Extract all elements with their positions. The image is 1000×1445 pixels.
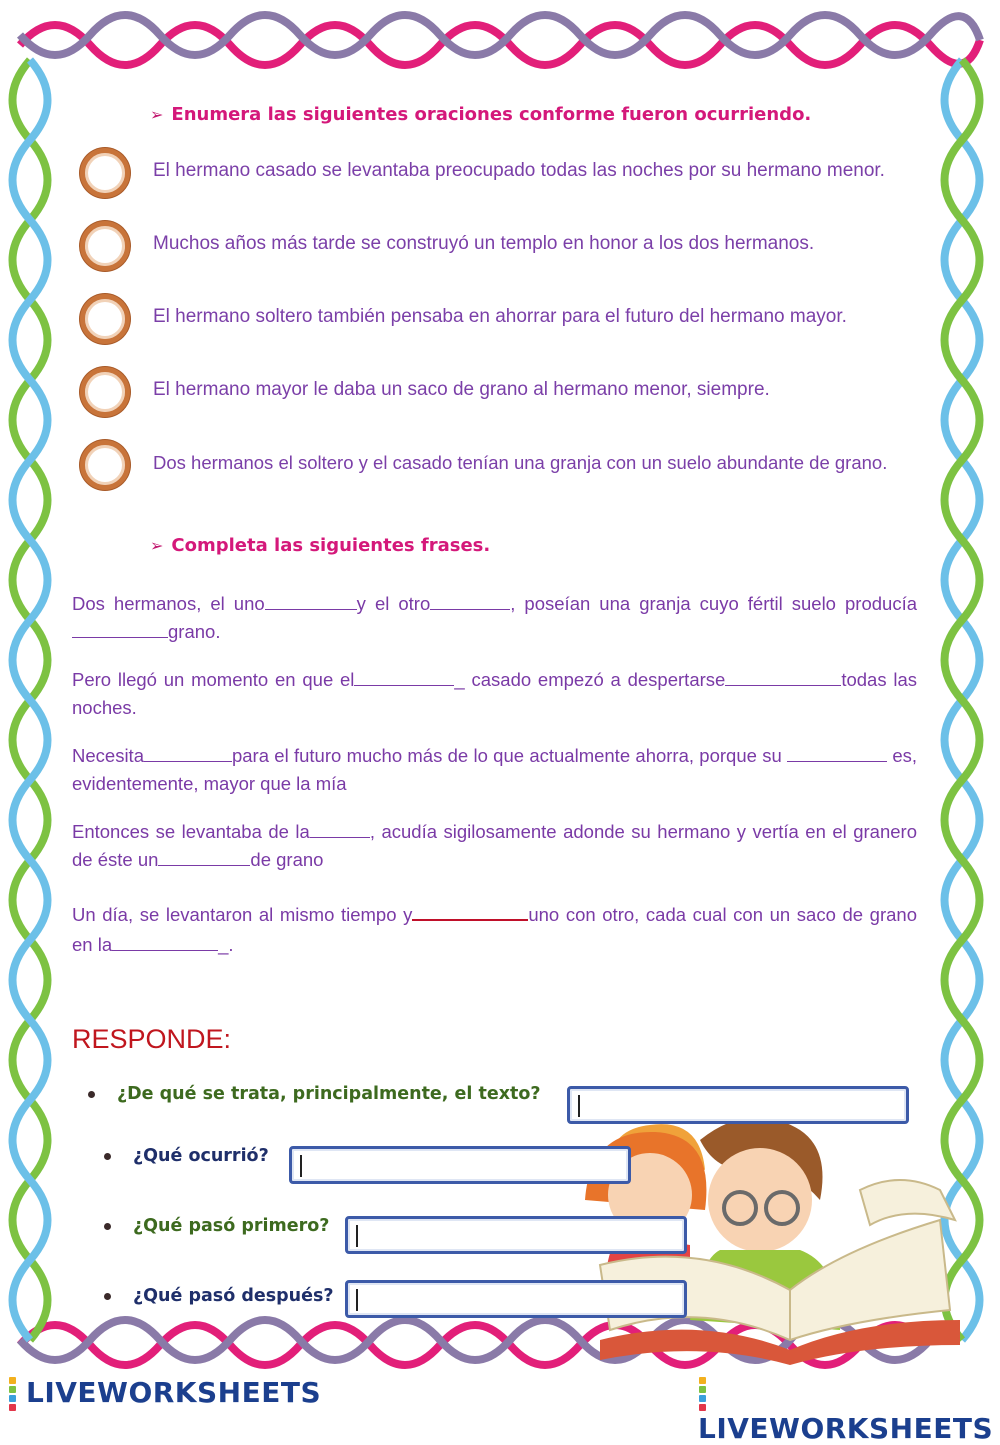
logo-text: LIVEWORKSHEETS	[698, 1412, 994, 1445]
liveworksheets-mark-icon	[698, 1376, 714, 1412]
text: de grano	[250, 849, 324, 870]
blank-input[interactable]	[412, 901, 528, 921]
order-item	[80, 148, 960, 208]
blank-input[interactable]	[354, 667, 454, 686]
text: Necesita	[72, 745, 144, 766]
text: _ casado empezó a despertarse	[454, 669, 726, 690]
text: grano.	[168, 621, 221, 642]
text-cursor	[356, 1225, 358, 1247]
blank-input[interactable]	[787, 743, 887, 762]
text: todas las noches.	[72, 669, 918, 718]
fill-paragraph-1	[72, 590, 917, 646]
blank-input[interactable]	[430, 591, 510, 610]
text: Dos hermanos, el uno	[72, 593, 265, 614]
answer-input[interactable]	[345, 1216, 687, 1254]
fill-paragraph-3	[72, 742, 917, 798]
text-cursor	[300, 1155, 302, 1177]
fill-paragraph-4	[72, 818, 917, 874]
text: _.	[218, 934, 234, 955]
text-cursor	[356, 1289, 358, 1311]
blank-input[interactable]	[265, 591, 357, 610]
question-row	[104, 1146, 269, 1186]
answer-input[interactable]	[345, 1280, 687, 1318]
fill-paragraph-5	[72, 900, 917, 960]
question-text: ¿Qué pasó después?	[133, 1286, 334, 1306]
order-number-input[interactable]	[80, 294, 130, 344]
logo-text: LIVEWORKSHEETS	[26, 1376, 322, 1409]
liveworksheets-mark-icon	[8, 1376, 24, 1412]
text: para el futuro mucho más de lo que actualmente ahorra, porque su	[231, 745, 782, 766]
bullet-icon	[88, 1091, 95, 1098]
order-item	[80, 221, 960, 281]
order-number-input[interactable]	[80, 367, 130, 417]
section1-heading-text: Enumera las siguientes oraciones conforme fueron ocurriendo.	[171, 104, 812, 125]
text-cursor	[578, 1095, 580, 1117]
order-number-input[interactable]	[80, 148, 130, 198]
order-item	[80, 440, 960, 500]
order-item	[80, 367, 960, 427]
question-row	[104, 1216, 329, 1256]
bullet-icon	[104, 1223, 111, 1230]
blank-input[interactable]	[310, 819, 370, 838]
text: uno con otro, cada cual con un saco de grano en la	[72, 904, 917, 955]
order-item-text: El hermano casado se levantaba preocupado todas las noches por su hermano menor.	[153, 160, 885, 181]
order-item-text: Muchos años más tarde se construyó un templo en honor a los dos hermanos.	[153, 233, 815, 254]
order-item	[80, 294, 960, 354]
order-item-text: Dos hermanos el soltero y el casado tenían una granja con un suelo abundante de grano.	[153, 452, 888, 473]
liveworksheets-logo-left	[8, 1376, 321, 1412]
order-number-input[interactable]	[80, 440, 130, 490]
section2-heading-text: Completa las siguientes frases.	[171, 535, 491, 556]
text: Un día, se levantaron al mismo tiempo y	[72, 904, 413, 925]
question-text: ¿Qué ocurrió?	[133, 1146, 269, 1166]
arrow-bullet-icon: ➢	[150, 105, 164, 124]
blank-input[interactable]	[112, 932, 218, 951]
question-text: ¿Qué pasó primero?	[133, 1216, 330, 1236]
blank-input[interactable]	[72, 619, 168, 638]
blank-input[interactable]	[144, 743, 232, 762]
text: es, evidentemente, mayor que la mía	[72, 745, 918, 794]
arrow-bullet-icon: ➢	[150, 536, 164, 555]
text: y el otro	[356, 593, 431, 614]
blank-input[interactable]	[725, 667, 841, 686]
order-item-text: El hermano mayor le daba un saco de grano al hermano menor, siempre.	[153, 379, 770, 400]
text: , poseían una granja cuyo fértil suelo producía	[510, 593, 917, 614]
section1-heading	[150, 104, 811, 125]
answer-input[interactable]	[289, 1146, 631, 1184]
text: Pero llegó un momento en que el	[72, 669, 355, 690]
text: Entonces se levantaba de la	[72, 821, 310, 842]
text: , acudía sigilosamente adonde su hermano y vertía en el granero de éste un	[72, 821, 917, 870]
responde-title: RESPONDE:	[72, 1024, 232, 1054]
answer-input[interactable]	[567, 1086, 909, 1124]
question-row	[88, 1084, 541, 1124]
liveworksheets-logo-right	[698, 1376, 1000, 1445]
fill-paragraph-2	[72, 666, 917, 722]
order-item-text: El hermano soltero también pensaba en ahorrar para el futuro del hermano mayor.	[153, 306, 847, 327]
bullet-icon	[104, 1153, 111, 1160]
question-row	[104, 1286, 334, 1326]
question-text: ¿De qué se trata, principalmente, el texto?	[117, 1084, 541, 1104]
order-number-input[interactable]	[80, 221, 130, 271]
section2-heading	[150, 535, 490, 556]
blank-input[interactable]	[158, 847, 250, 866]
bullet-icon	[104, 1293, 111, 1300]
